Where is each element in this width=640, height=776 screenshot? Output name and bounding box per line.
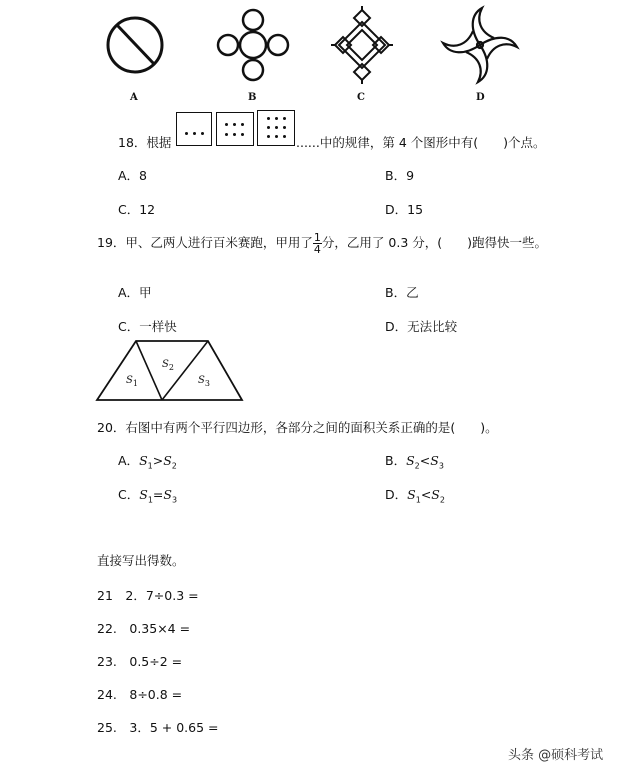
dot: [241, 123, 244, 126]
dot: [225, 123, 228, 126]
figure-d-pinwheel: [443, 8, 517, 82]
dot: [233, 133, 236, 136]
symmetry-figures: [0, 0, 640, 110]
dot-box-1: [176, 112, 212, 146]
figure-label-d: D: [476, 92, 485, 103]
q20-question: 20．右图中有两个平行四边形，各部分之间的面积关系正确的是( )。: [97, 420, 498, 435]
figure-label-b: B: [248, 92, 257, 103]
figure-label-c: C: [357, 92, 365, 103]
section-title: 直接写出得数。: [97, 553, 185, 568]
dot: [275, 126, 278, 129]
q19-suffix: 分，乙用了 0.3 分，( )跑得快一些。: [321, 235, 548, 250]
calc-item-24: 24. 8÷0.8 =: [97, 687, 183, 702]
q19-option-b[interactable]: B．乙: [385, 285, 419, 300]
q19-fraction: [313, 232, 322, 255]
fraction-numerator: 1: [313, 231, 321, 244]
dot: [283, 126, 286, 129]
dot: [193, 132, 196, 135]
q18-suffix: ......中的规律，第 4 个图形中有( )个点。: [296, 135, 546, 150]
q20-option-c[interactable]: C．$S_1=S_3$: [118, 487, 178, 505]
dot-box-3: [257, 110, 295, 146]
calc-item-25: 25. 3．5 + 0.65 =: [97, 720, 219, 735]
dot: [185, 132, 188, 135]
dot: [201, 132, 204, 135]
q20-option-b[interactable]: B．$S_2<S_3$: [385, 453, 444, 471]
q19-option-d[interactable]: D．无法比较: [385, 319, 458, 334]
q19-option-a[interactable]: A．甲: [118, 285, 152, 300]
q18-prefix: 18．根据: [118, 135, 172, 150]
q19-question: [97, 232, 547, 255]
dot: [283, 135, 286, 138]
calc-item-23: 23. 0.5÷2 =: [97, 654, 183, 669]
figure-label-a: A: [130, 92, 138, 103]
calc-item-21: 21 2．7÷0.3 =: [97, 588, 199, 603]
q20-option-a[interactable]: A．$S_1>S_2$: [118, 453, 177, 471]
q18-option-c[interactable]: C．12: [118, 202, 156, 217]
figure-c-knot: [331, 6, 393, 84]
dot: [241, 133, 244, 136]
q19-prefix: 19．甲、乙两人进行百米赛跑，甲用了: [97, 235, 313, 250]
q18-option-d[interactable]: D．15: [385, 202, 424, 217]
dot: [225, 133, 228, 136]
dot: [275, 117, 278, 120]
q20-option-d[interactable]: D．$S_1<S_2$: [385, 487, 445, 505]
figure-b-circles: [218, 10, 288, 80]
q18-option-b[interactable]: B．9: [385, 168, 415, 183]
region-label-s2: $S_2$: [162, 359, 174, 372]
region-label-s1: $S_1$: [126, 375, 138, 388]
dot: [267, 126, 270, 129]
dot: [283, 117, 286, 120]
dot: [233, 123, 236, 126]
watermark: 头条 @硕科考试: [508, 748, 604, 763]
figure-a-circle: [108, 18, 162, 72]
fraction-denominator: 4: [313, 243, 321, 256]
dot-box-2: [216, 112, 254, 146]
dot: [275, 135, 278, 138]
q18-option-a[interactable]: A．8: [118, 168, 148, 183]
region-label-s3: $S_3$: [198, 375, 210, 388]
dot: [267, 117, 270, 120]
q19-option-c[interactable]: C．一样快: [118, 319, 177, 334]
dot: [267, 135, 270, 138]
calc-item-22: 22. 0.35×4 =: [97, 621, 191, 636]
